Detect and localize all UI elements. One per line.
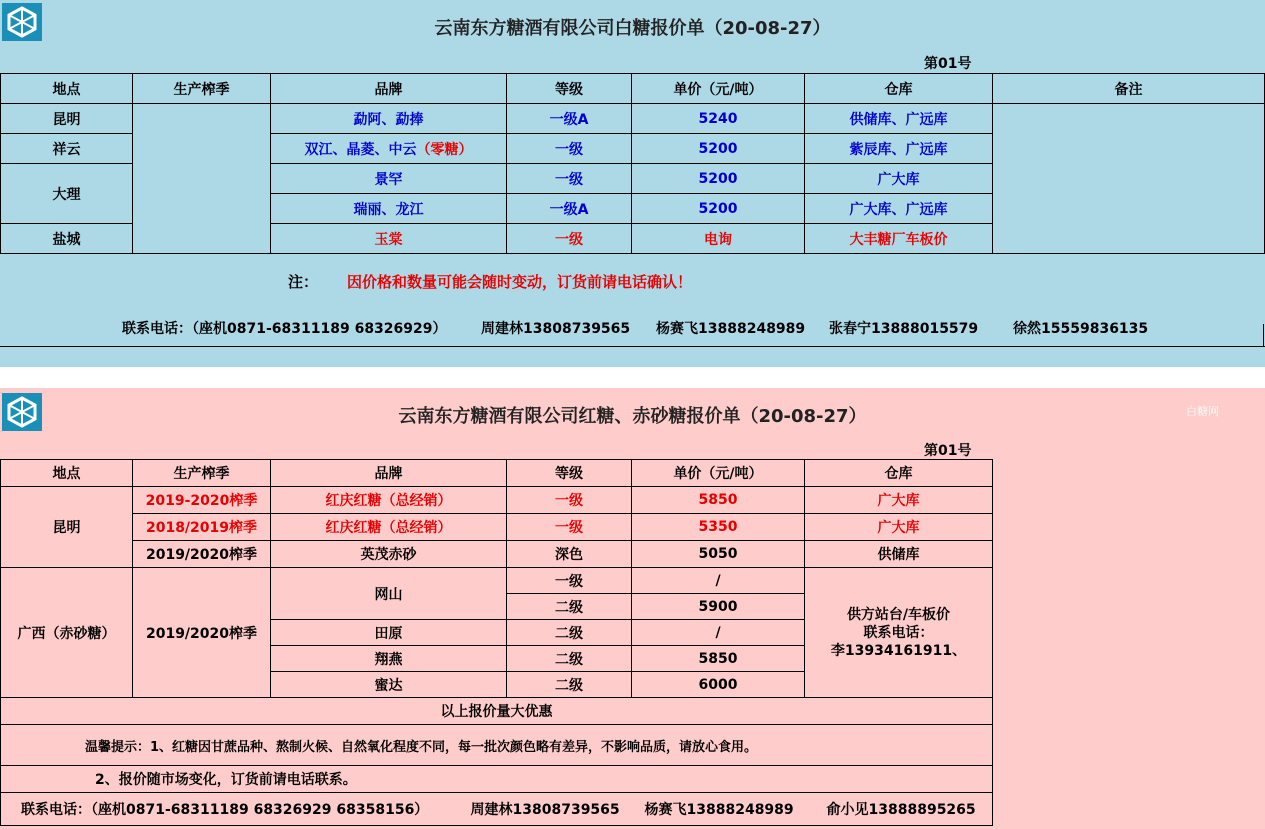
note-label: 注： bbox=[288, 273, 319, 291]
warehouse-cell bbox=[805, 568, 993, 698]
header-season: 生产榨季 bbox=[133, 74, 271, 104]
table-row bbox=[1, 568, 993, 594]
price-cell: 电询 bbox=[632, 224, 805, 254]
location-cell: 昆明 bbox=[1, 104, 133, 134]
warehouse-line: 李13934161911、 bbox=[830, 642, 967, 659]
price-cell: 5200 bbox=[632, 164, 805, 194]
contact-person: 周建林13808739565 bbox=[470, 802, 620, 818]
table-row bbox=[1, 514, 993, 541]
contact-person: 杨赛飞13888248989 bbox=[644, 802, 794, 818]
location-cell: 广西（赤砂糖） bbox=[1, 568, 133, 698]
grade-cell: 一级 bbox=[507, 568, 632, 594]
location-cell: 大理 bbox=[1, 164, 133, 224]
contact-person: 俞小见13888895265 bbox=[826, 802, 976, 818]
warehouse-cell: 供储库、广远库 bbox=[805, 104, 993, 134]
header-location: 地点 bbox=[1, 74, 133, 104]
tip-cell: 2、报价随市场变化，订货前请电话联系。 bbox=[1, 766, 993, 793]
brand-cell: 瑞丽、龙江 bbox=[271, 194, 507, 224]
price-cell: 5350 bbox=[632, 514, 805, 541]
white-sugar-serial: 第01号 bbox=[924, 56, 972, 72]
header-grade: 等级 bbox=[507, 74, 632, 104]
brand-cell: 田原 bbox=[271, 620, 507, 646]
header-season: 生产榨季 bbox=[133, 460, 271, 487]
header-price: 单价（元/吨） bbox=[632, 460, 805, 487]
location-cell: 盐城 bbox=[1, 224, 133, 254]
warehouse-cell: 紫辰库、广远库 bbox=[805, 134, 993, 164]
contact-person: 杨赛飞13888248989 bbox=[656, 321, 806, 337]
table-row bbox=[1, 725, 993, 766]
header-grade: 等级 bbox=[507, 460, 632, 487]
price-cell: 5200 bbox=[632, 194, 805, 224]
warehouse-line: 联系电话： bbox=[863, 624, 934, 641]
warehouse-cell: 广大库、广远库 bbox=[805, 194, 993, 224]
grade-cell: 二级 bbox=[507, 594, 632, 620]
table-row bbox=[1, 793, 993, 826]
grade-cell: 一级 bbox=[507, 487, 632, 514]
brand-cell: 红庆红糖（总经销） bbox=[271, 487, 507, 514]
price-cell: 5850 bbox=[632, 646, 805, 672]
table-row bbox=[1, 487, 993, 514]
grade-cell: 深色 bbox=[507, 541, 632, 568]
price-cell: 5200 bbox=[632, 134, 805, 164]
contact-person: 徐然15559836135 bbox=[1013, 321, 1149, 337]
season-cell: 2019/2020榨季 bbox=[133, 541, 271, 568]
grade-cell: 一级 bbox=[507, 164, 632, 194]
warehouse-line: 供方站台/车板价 bbox=[846, 606, 951, 623]
price-cell: / bbox=[632, 620, 805, 646]
warehouse-cell: 大丰糖厂车板价 bbox=[805, 224, 993, 254]
note-text: 因价格和数量可能会随时变动，订货前请电话确认！ bbox=[347, 273, 693, 291]
header-remarks: 备注 bbox=[993, 74, 1265, 104]
season-cell: 2019-2020榨季 bbox=[133, 487, 271, 514]
brand-extra: （零糖） bbox=[416, 141, 473, 158]
price-cell: 5900 bbox=[632, 594, 805, 620]
warehouse-cell: 供储库 bbox=[805, 541, 993, 568]
grade-cell: 二级 bbox=[507, 672, 632, 698]
red-sugar-sheet bbox=[0, 388, 1265, 829]
header-price: 单价（元/吨） bbox=[632, 74, 805, 104]
header-location: 地点 bbox=[1, 460, 133, 487]
location-cell: 祥云 bbox=[1, 134, 133, 164]
divider bbox=[0, 346, 1265, 347]
header-warehouse: 仓库 bbox=[805, 74, 993, 104]
price-cell: 5050 bbox=[632, 541, 805, 568]
white-sugar-table bbox=[0, 73, 1265, 254]
season-cell: 2019/2020榨季 bbox=[133, 568, 271, 698]
brand-cell: 网山 bbox=[271, 568, 507, 620]
table-header-row bbox=[1, 74, 1265, 104]
red-sugar-serial: 第01号 bbox=[924, 443, 972, 459]
grade-cell: 一级A bbox=[507, 104, 632, 134]
warehouse-cell: 广大库 bbox=[805, 164, 993, 194]
discount-cell: 以上报价量大优惠 bbox=[1, 698, 993, 725]
grade-cell: 一级 bbox=[507, 134, 632, 164]
contact-person: 张春宁13888015579 bbox=[829, 321, 979, 337]
contact-label: 联系电话：（座机0871-68311189 68326929） bbox=[122, 321, 447, 337]
table-row bbox=[1, 541, 993, 568]
tip-cell: 温馨提示：1、红糖因甘蔗品种、熬制火候、自然氧化程度不同，每一批次颜色略有差异，不影响品质，请放心食用。 bbox=[1, 725, 993, 766]
table-row bbox=[1, 766, 993, 793]
divider bbox=[1263, 324, 1264, 346]
header-warehouse: 仓库 bbox=[805, 460, 993, 487]
brand-cell: 玉棠 bbox=[271, 224, 507, 254]
contact-person: 周建林13808739565 bbox=[481, 321, 631, 337]
white-sugar-sheet bbox=[0, 0, 1265, 367]
white-sugar-title: 云南东方糖酒有限公司白糖报价单（20-08-27） bbox=[434, 18, 831, 39]
header-brand: 品牌 bbox=[271, 74, 507, 104]
table-header-row bbox=[1, 460, 993, 487]
brand-cell bbox=[271, 134, 507, 164]
price-cell: 6000 bbox=[632, 672, 805, 698]
brand-cell: 英茂赤砂 bbox=[271, 541, 507, 568]
season-cell: 2018/2019榨季 bbox=[133, 514, 271, 541]
price-cell: 5850 bbox=[632, 487, 805, 514]
header-brand: 品牌 bbox=[271, 460, 507, 487]
brand-cell: 景罕 bbox=[271, 164, 507, 194]
grade-cell: 一级A bbox=[507, 194, 632, 224]
brand-cell: 翔燕 bbox=[271, 646, 507, 672]
price-cell: / bbox=[632, 568, 805, 594]
grade-cell: 二级 bbox=[507, 620, 632, 646]
location-cell: 昆明 bbox=[1, 487, 133, 568]
remarks-cell-empty bbox=[993, 104, 1265, 254]
contact-label: 联系电话：（座机0871-68311189 68326929 68358156） bbox=[21, 802, 429, 818]
red-sugar-table bbox=[0, 459, 993, 826]
contact-cell bbox=[1, 793, 993, 826]
grade-cell: 二级 bbox=[507, 646, 632, 672]
brand-cell: 蜜达 bbox=[271, 672, 507, 698]
grade-cell: 一级 bbox=[507, 224, 632, 254]
table-row bbox=[1, 698, 993, 725]
price-cell: 5240 bbox=[632, 104, 805, 134]
warehouse-cell: 广大库 bbox=[805, 487, 993, 514]
watermark-text: 白糖网 bbox=[1186, 405, 1219, 418]
table-row bbox=[1, 104, 1265, 134]
warehouse-cell: 广大库 bbox=[805, 514, 993, 541]
brand-cell: 红庆红糖（总经销） bbox=[271, 514, 507, 541]
grade-cell: 一级 bbox=[507, 514, 632, 541]
season-cell-empty bbox=[133, 104, 271, 254]
red-sugar-title: 云南东方糖酒有限公司红糖、赤砂糖报价单（20-08-27） bbox=[398, 406, 867, 427]
brand-cell: 勐阿、勐捧 bbox=[271, 104, 507, 134]
brand-main: 双江、晶菱、中云 bbox=[304, 141, 417, 158]
